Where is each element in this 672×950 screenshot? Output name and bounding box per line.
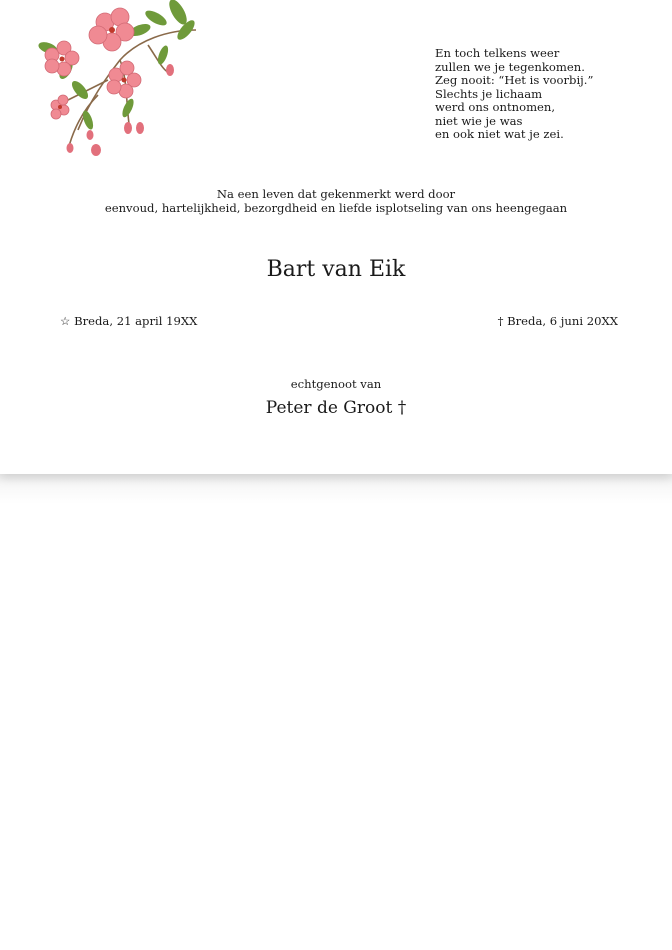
poem-line: Zeg nooit: “Het is voorbij.” [435, 73, 594, 87]
poem-line: en ook niet wat je zei. [435, 127, 564, 141]
card-inner-page [0, 474, 672, 950]
poem-line: werd ons ontnomen, [435, 100, 556, 114]
poem-line: zullen we je tegenkomen. [435, 59, 585, 74]
spouse-label: echtgenoot van [290, 377, 382, 391]
birth-info: ☆ Breda, 21 april 19XX [60, 314, 198, 328]
deceased-name: Bart van Eik [266, 257, 406, 282]
poem-line: niet wie je was [435, 113, 523, 128]
cherry-blossom-icon [28, 0, 198, 162]
poem [435, 47, 660, 142]
poem-line: En toch telkens weer [435, 46, 560, 60]
spouse-name: Peter de Groot † [265, 398, 407, 418]
intro-line-2: eenvoud, hartelijkheid, bezorgdheid en liefde isplotseling van ons heengegaan [104, 200, 568, 215]
poem-line: Slechts je lichaam [435, 86, 543, 101]
card-front-page [0, 0, 672, 474]
intro-line-1: Na een leven dat gekenmerkt werd door [216, 187, 456, 201]
death-info: † Breda, 6 juni 20XX [497, 314, 618, 328]
intro-text [0, 188, 672, 215]
